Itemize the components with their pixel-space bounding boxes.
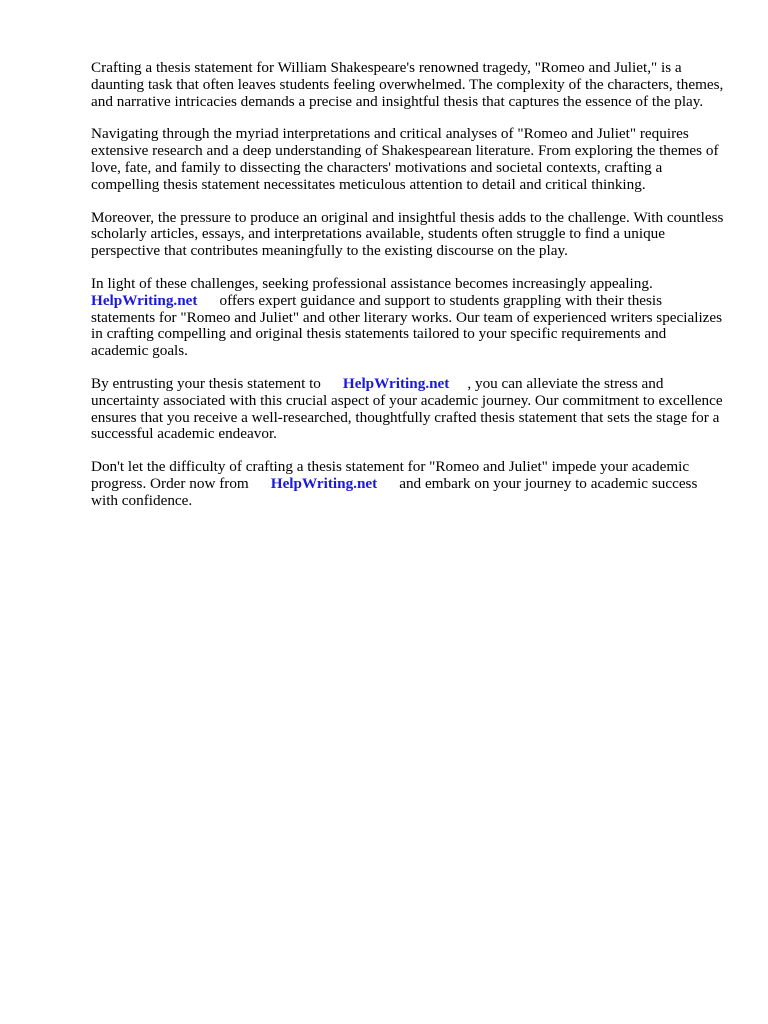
paragraph-assistance-text-after: offers expert guidance and support to students grappling with their thesis statements for "Romeo and Juliet" and other literary works. Our team of experienced writers specializes in crafting compelling and original thesis statements tailored to your specific requirements and academic goals. bbox=[91, 291, 723, 360]
paragraph-assistance-text-before: In light of these challenges, seeking professional assistance becomes increasingly appealing. bbox=[91, 274, 653, 292]
paragraph-call-to-action bbox=[91, 459, 727, 509]
helpwriting-link[interactable]: HelpWriting.net bbox=[342, 374, 450, 392]
paragraph-cta-text-before: Don't let the difficulty of crafting a thesis statement for "Romeo and Juliet" impede your academic progress. Order now from bbox=[91, 458, 690, 492]
paragraph-intro: Crafting a thesis statement for William Shakespeare's renowned tragedy, "Romeo and Juliet," is a daunting task that often leaves students feeling overwhelmed. The complexity of the characters, themes, and narrative intricacies demands a precise and insightful thesis that captures the essence of the play. bbox=[91, 59, 724, 110]
paragraph-entrusting-text-after: , you can alleviate the stress and uncertainty associated with this crucial aspect of your academic journey. Our commitment to excellence ensures that you receive a well-researched, thoughtfully crafted thesis statement that sets the stage for a successful academic endeavor. bbox=[91, 374, 723, 443]
paragraph-entrusting bbox=[91, 376, 727, 443]
paragraph-cta-text-after: and embark on your journey to academic success with confidence. bbox=[91, 474, 698, 509]
helpwriting-link[interactable]: HelpWriting.net bbox=[270, 474, 378, 492]
document-body bbox=[91, 60, 727, 526]
paragraph-interpretations: Navigating through the myriad interpretations and critical analyses of "Romeo and Juliet" requires extensive research and a deep understanding of Shakespearean literature. From exploring the themes of love, fate, and family to dissecting the characters' motivations and societal contexts, crafting a compelling thesis statement necessitates meticulous attention to detail and critical thinking. bbox=[91, 125, 719, 193]
helpwriting-link[interactable]: HelpWriting.net bbox=[91, 291, 198, 309]
paragraph-assistance bbox=[91, 276, 727, 360]
paragraph-entrusting-text-before: By entrusting your thesis statement to bbox=[91, 374, 321, 392]
paragraph-pressure: Moreover, the pressure to produce an original and insightful thesis adds to the challenge. With countless scholarly articles, essays, and interpretations available, students often struggle to find a unique perspective that contributes meaningfully to the existing discourse on the play. bbox=[91, 208, 724, 260]
